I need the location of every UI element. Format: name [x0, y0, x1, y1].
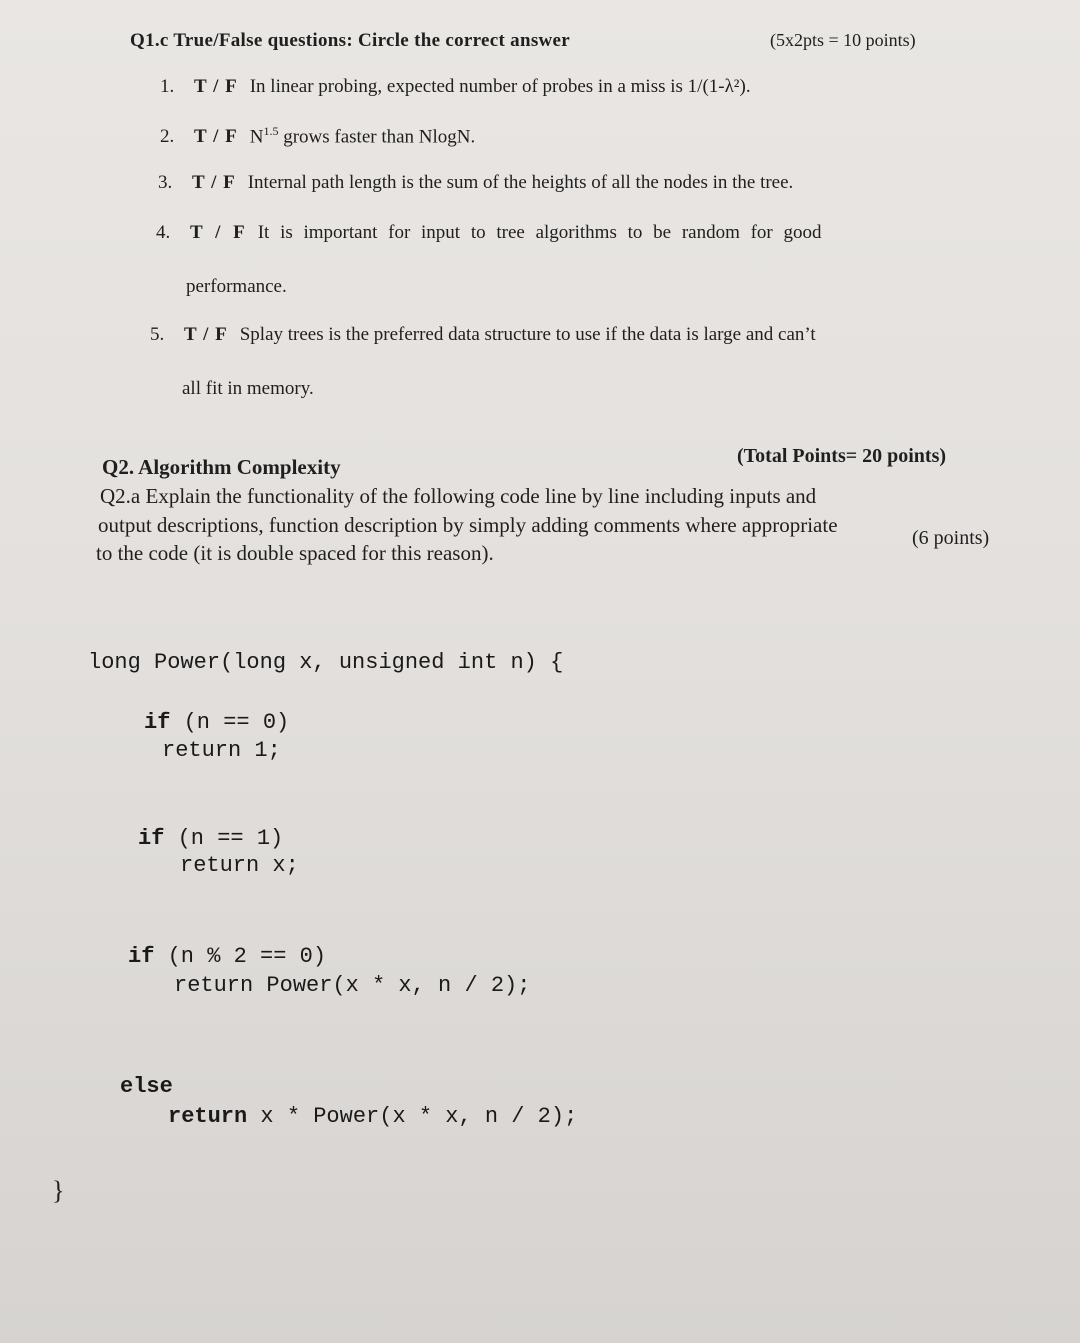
item-number: 2.: [160, 126, 175, 148]
code-condition: (n == 0): [183, 710, 290, 735]
item-number: 1.: [160, 76, 175, 97]
q1-title: Q1.c True/False questions: Circle the correct answer: [130, 30, 571, 51]
q1-points: (5x2pts = 10 points): [770, 30, 916, 50]
tf-item-5-continuation: all fit in memory.: [182, 378, 314, 399]
q2-points: (Total Points= 20 points): [737, 445, 947, 467]
item-text: It is important for input to tree algorithms to be random for good: [257, 222, 822, 243]
item-text: Splay trees is the preferred data structure to use if the data is large and can’t: [239, 324, 816, 345]
tf-item-1: [160, 76, 751, 98]
tf-item-3: [158, 172, 793, 194]
code-if-n-zero: [144, 710, 289, 735]
tf-item-4: [156, 222, 822, 244]
code-keyword-else: else: [120, 1074, 173, 1099]
item-number: 4.: [156, 222, 171, 243]
item-text: Internal path length is the sum of the heights of all the nodes in the tree.: [247, 172, 794, 193]
tf-item-2: [160, 124, 475, 148]
code-closing-brace: }: [52, 1176, 65, 1205]
true-false-choice[interactable]: T / F: [192, 172, 236, 193]
code-keyword-return: return: [168, 1104, 248, 1129]
code-return-one: return 1;: [162, 738, 281, 763]
code-if-n-even: [128, 944, 326, 969]
code-condition: (n % 2 == 0): [167, 944, 327, 969]
code-return-power-even: return Power(x * x, n / 2);: [174, 973, 531, 998]
code-condition: (n == 1): [177, 826, 284, 851]
code-keyword-if: if: [128, 944, 155, 969]
code-return-x: return x;: [180, 853, 299, 878]
true-false-choice[interactable]: T / F: [194, 126, 238, 148]
code-expression: x * Power(x * x, n / 2);: [247, 1104, 578, 1129]
true-false-choice[interactable]: T / F: [184, 324, 228, 345]
code-function-signature: long Power(long x, unsigned int n) {: [88, 650, 564, 675]
q2-title: Q2. Algorithm Complexity: [102, 455, 341, 479]
item-text-exponent: 1.5: [263, 124, 279, 138]
code-if-n-one: [138, 826, 283, 851]
code-return-power-odd: [168, 1104, 577, 1129]
q2a-description-line-3: to the code (it is double spaced for this reason).: [96, 541, 494, 565]
tf-item-5: [150, 324, 816, 346]
true-false-choice[interactable]: T / F: [194, 76, 238, 97]
code-keyword-if: if: [138, 826, 165, 851]
item-text-base: N: [249, 126, 264, 148]
q2a-description-line-1: Q2.a Explain the functionality of the following code line by line including inputs and: [100, 484, 817, 508]
q2a-description-line-2: output descriptions, function description by simply adding comments where appropriate: [98, 513, 838, 537]
item-text-rest: grows faster than NlogN.: [278, 126, 476, 148]
tf-item-4-continuation: performance.: [186, 276, 287, 297]
item-number: 3.: [158, 172, 173, 193]
item-text: In linear probing, expected number of probes in a miss is 1/(1-λ²).: [249, 76, 751, 97]
code-keyword-if: if: [144, 710, 171, 735]
q2a-points: (6 points): [912, 527, 990, 549]
true-false-choice[interactable]: T / F: [190, 222, 246, 243]
item-number: 5.: [150, 324, 165, 345]
